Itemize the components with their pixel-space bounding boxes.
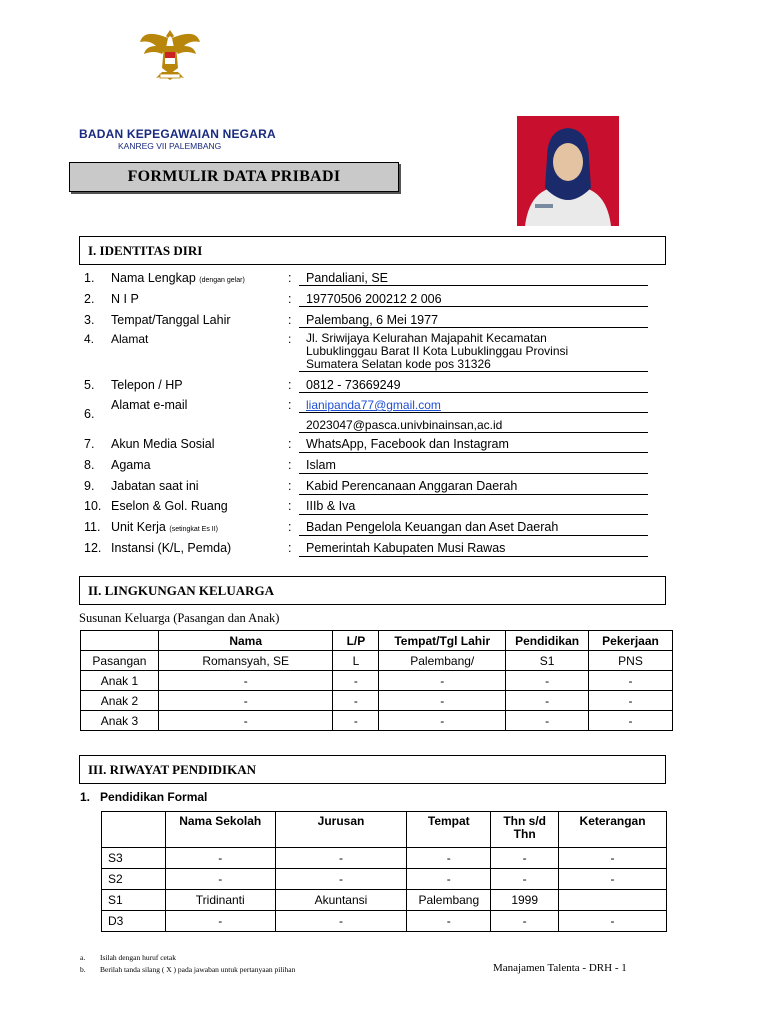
education-table <box>101 811 667 932</box>
table-row <box>81 711 673 731</box>
table-cell: L <box>333 651 379 671</box>
table-row <box>102 890 667 911</box>
table-row <box>81 691 673 711</box>
table-cell: - <box>559 848 667 869</box>
org-subtitle: KANREG VII PALEMBANG <box>118 141 222 151</box>
table-row <box>81 651 673 671</box>
row-label: Telepon / HP <box>111 378 183 392</box>
row-number: 3. <box>84 313 95 327</box>
field-value: Pandaliani, SE <box>306 271 389 285</box>
table-cell: Anak 2 <box>81 691 159 711</box>
table-row <box>102 911 667 932</box>
table-cell <box>559 890 667 911</box>
table-cell: - <box>158 711 333 731</box>
table-cell: S1 <box>102 890 166 911</box>
table-cell: D3 <box>102 911 166 932</box>
org-name: BADAN KEPEGAWAIAN NEGARA <box>79 127 276 141</box>
row-label: Unit Kerja (setingkat Es II) <box>111 520 219 534</box>
footnote-letter: a. <box>80 953 86 962</box>
column-header: Nama Sekolah <box>165 812 275 848</box>
column-header: Jurusan <box>275 812 407 848</box>
table-cell: - <box>491 869 559 890</box>
table-cell: - <box>559 911 667 932</box>
row-number: 1. <box>84 271 95 285</box>
table-cell: Romansyah, SE <box>158 651 333 671</box>
table-row <box>102 848 667 869</box>
table-cell: - <box>333 671 379 691</box>
table-cell: - <box>165 848 275 869</box>
address-line-3: Sumatera Selatan kode pos 31326 <box>306 357 491 371</box>
row-label: Eselon & Gol. Ruang <box>111 499 228 513</box>
row-note: (dengan gelar) <box>199 277 245 284</box>
column-header: Nama <box>158 631 333 651</box>
table-cell: S1 <box>506 651 589 671</box>
table-cell: - <box>506 671 589 691</box>
footnote-letter: b. <box>80 965 86 974</box>
table-header-row <box>102 812 667 848</box>
table-cell: Anak 3 <box>81 711 159 731</box>
row-number: 12. <box>84 541 102 555</box>
table-cell: - <box>158 691 333 711</box>
table-cell: - <box>589 691 673 711</box>
table-cell: - <box>158 671 333 691</box>
column-header: Keterangan <box>559 812 667 848</box>
education-subtitle: 1. Pendidikan Formal <box>80 790 208 804</box>
table-cell: - <box>275 911 407 932</box>
field-value: WhatsApp, Facebook dan Instagram <box>306 437 509 451</box>
table-cell: - <box>491 848 559 869</box>
row-label: N I P <box>111 292 139 306</box>
row-label: Jabatan saat ini <box>111 479 199 493</box>
table-cell: 1999 <box>491 890 559 911</box>
column-header: Thn s/d Thn <box>491 812 559 848</box>
row-number: 9. <box>84 479 95 493</box>
form-title: FORMULIR DATA PRIBADI <box>127 168 341 185</box>
field-value: 19770506 200212 2 006 <box>306 292 442 306</box>
table-cell: - <box>275 848 407 869</box>
table-cell: PNS <box>589 651 673 671</box>
table-cell: - <box>589 671 673 691</box>
address-line-2: Lubuklinggau Barat II Kota Lubuklinggau Provinsi <box>306 344 569 358</box>
table-cell: - <box>407 848 491 869</box>
section-keluarga-header <box>79 576 666 605</box>
section-title: I. IDENTITAS DIRI <box>88 242 203 258</box>
table-cell: - <box>379 691 506 711</box>
row-note: (setingkat Es II) <box>169 526 219 533</box>
table-cell: - <box>559 869 667 890</box>
email-secondary: 2023047@pasca.univbinainsan,ac.id <box>306 418 503 432</box>
section-title: III. RIWAYAT PENDIDIKAN <box>88 761 256 777</box>
row-number: 6. <box>84 407 95 421</box>
field-value: Palembang, 6 Mei 1977 <box>306 313 439 327</box>
field-value: 0812 - 73669249 <box>306 378 401 392</box>
table-cell: Palembang <box>407 890 491 911</box>
profile-photo <box>517 116 619 226</box>
family-table <box>80 630 673 731</box>
table-cell: - <box>407 911 491 932</box>
table-cell: - <box>589 711 673 731</box>
row-number: 7. <box>84 437 95 451</box>
garuda-emblem-icon <box>138 24 202 82</box>
table-cell: Palembang/ <box>379 651 506 671</box>
row-number: 5. <box>84 378 95 392</box>
field-value: Islam <box>306 458 336 472</box>
row-label: Tempat/Tanggal Lahir <box>111 313 231 327</box>
column-header: Tempat/Tgl Lahir <box>379 631 506 651</box>
table-cell: S3 <box>102 848 166 869</box>
row-number: 4. <box>84 332 95 346</box>
table-cell: - <box>165 911 275 932</box>
table-cell: - <box>506 711 589 731</box>
field-value: IIIb & Iva <box>306 499 356 513</box>
row-number: 2. <box>84 292 95 306</box>
column-header: Pendidikan <box>506 631 589 651</box>
table-cell: - <box>379 671 506 691</box>
email-link[interactable]: lianipanda77@gmail.com <box>306 398 441 412</box>
column-header: Tempat <box>407 812 491 848</box>
row-number: 10. <box>84 499 102 513</box>
row-number: 11. <box>84 520 101 534</box>
footnote-text: Isilah dengan huruf cetak <box>100 953 177 962</box>
table-cell: - <box>333 691 379 711</box>
row-label: Alamat <box>111 332 149 346</box>
section-pendidikan-header <box>79 755 666 784</box>
row-label: Alamat e-mail <box>111 398 188 412</box>
table-cell: - <box>491 911 559 932</box>
table-cell: Tridinanti <box>165 890 275 911</box>
column-header <box>81 631 159 651</box>
row-label: Instansi (K/L, Pemda) <box>111 541 232 555</box>
section-title: II. LINGKUNGAN KELUARGA <box>88 582 274 598</box>
address-line-1: Jl. Sriwijaya Kelurahan Majapahit Kecamatan <box>306 331 547 345</box>
row-label: Agama <box>111 458 151 472</box>
table-cell: Anak 1 <box>81 671 159 691</box>
table-cell: Pasangan <box>81 651 159 671</box>
section-identitas-header <box>79 236 666 265</box>
row-number: 8. <box>84 458 95 472</box>
table-cell: - <box>506 691 589 711</box>
table-cell: - <box>407 869 491 890</box>
column-header: L/P <box>333 631 379 651</box>
table-cell: - <box>165 869 275 890</box>
table-cell: - <box>333 711 379 731</box>
table-cell: - <box>275 869 407 890</box>
form-title-box <box>69 162 399 192</box>
footnote-text: Berilah tanda silang ( X ) pada jawaban untuk pertanyaan pilihan <box>100 965 296 974</box>
table-cell: S2 <box>102 869 166 890</box>
column-header <box>102 812 166 848</box>
column-header: Pekerjaan <box>589 631 673 651</box>
table-cell: - <box>379 711 506 731</box>
field-value: Badan Pengelola Keuangan dan Aset Daerah <box>306 520 559 534</box>
row-label: Nama Lengkap (dengan gelar) <box>111 271 245 285</box>
field-value: Kabid Perencanaan Anggaran Daerah <box>306 479 518 493</box>
page-label: Manajamen Talenta - DRH - 1 <box>493 962 627 974</box>
table-cell: Akuntansi <box>275 890 407 911</box>
table-header-row <box>81 631 673 651</box>
field-value: Pemerintah Kabupaten Musi Rawas <box>306 541 506 555</box>
table-row <box>102 869 667 890</box>
family-caption: Susunan Keluarga (Pasangan dan Anak) <box>79 611 280 625</box>
row-label: Akun Media Sosial <box>111 437 215 451</box>
table-row <box>81 671 673 691</box>
